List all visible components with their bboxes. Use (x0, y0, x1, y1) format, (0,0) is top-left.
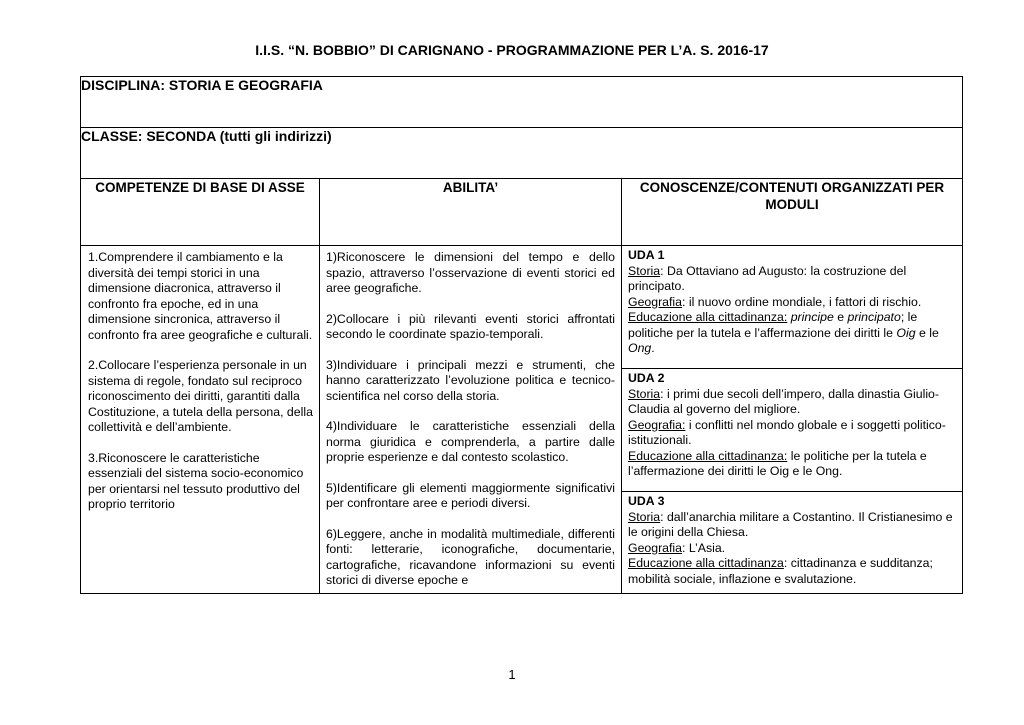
abilita-item: 4)Individuare le caratteristiche essenziali della norma giuridica e comprenderla, a partire dalle proprie esperienze e dal contesto scolastico. (326, 419, 615, 464)
programming-table (80, 76, 963, 594)
educazione-emphasis: principato (847, 310, 901, 324)
educazione-text: e le (915, 325, 939, 340)
educazione-text: e (833, 310, 848, 324)
uda-storia (628, 387, 956, 418)
educazione-label: Educazione alla cittadinanza: (628, 310, 788, 324)
uda-geografia (628, 418, 956, 449)
competenza-item: 1.Comprendere il cambiamento e la diversità dei tempi storici in una dimensione diacronica, attraverso il confronto fra epoche, ed in una dimensione sincronica, attraverso il confronto fra aree geografiche e culturali. (88, 250, 313, 342)
geografia-label: Geografia (628, 540, 683, 555)
educazione-text: : cittadinanza e sudditanza; mobilità sociale, inflazione e svalutazione. (628, 556, 933, 586)
page-number: 1 (508, 667, 516, 682)
competenza-item: 2.Collocare l’esperienza personale in un sistema di regole, fondato sul reciproco riconoscimento dei diritti, garantiti dalla Costituzione, a tutela della persona, della collettività e dell’ambiente. (88, 358, 313, 434)
competenze-cell (81, 246, 320, 594)
abilita-item: 5)Identificare gli elementi maggiormente significativi per confrontare aree e periodi diversi. (326, 480, 615, 510)
abilita-cell (320, 246, 622, 594)
geografia-label: Geografia: (628, 417, 686, 432)
educazione-emphasis: principe (790, 310, 834, 324)
class-title: CLASSE: SECONDA (tutti gli indirizzi) (81, 128, 963, 179)
storia-text: : Da Ottaviano ad Augusto: la costruzione del principato. (628, 263, 907, 293)
educazione-text: . (651, 341, 655, 355)
storia-text: : i primi due secoli dell’impero, dalla dinastia Giulio-Claudia al governo del migliore. (628, 386, 939, 416)
uda-block-1 (622, 246, 962, 368)
storia-label: Storia (628, 386, 661, 401)
educazione-text: ; le politiche per la tutela e l’affermazione dei diritti le (628, 310, 918, 340)
abilita-item: 1)Riconoscere le dimensioni del tempo e dello spazio, attraverso l’osservazione di eventi storici ed aree geografiche. (326, 250, 615, 295)
column-header-abilita: ABILITA’ (320, 179, 622, 246)
geografia-text: i conflitti nel mondo globale e i soggetti politico-istituzionali. (628, 417, 946, 447)
uda-block-2 (622, 368, 962, 491)
column-header-competenze: COMPETENZE DI BASE DI ASSE (81, 179, 320, 246)
discipline-title: DISCIPLINA: STORIA E GEOGRAFIA (81, 77, 963, 128)
uda-geografia (628, 541, 956, 557)
uda-title: UDA 3 (628, 494, 665, 508)
educazione-label: Educazione alla cittadinanza: (628, 448, 788, 463)
educazione-emphasis: Ong (628, 341, 652, 355)
storia-text: : dall’anarchia militare a Costantino. Il Cristianesimo e le origini della Chiesa. (628, 509, 953, 539)
educazione-emphasis: Oig (896, 325, 916, 340)
geografia-text: : L’Asia. (682, 540, 726, 555)
page-header: I.I.S. “N. BOBBIO” DI CARIGNANO - PROGRAMMAZIONE PER L’A. S. 2016-17 (255, 42, 769, 58)
uda-title: UDA 2 (628, 371, 665, 385)
uda-educazione (628, 310, 956, 357)
abilita-item: 3)Individuare i principali mezzi e strumenti, che hanno caratterizzato l’evoluzione politica e tecnico-scientifica nel corso della storia. (326, 357, 615, 403)
uda-storia (628, 510, 956, 541)
uda-storia (628, 264, 956, 295)
abilita-item: 6)Leggere, anche in modalità multimediale, differenti fonti: letterarie, iconografiche, documentarie, cartografiche, ricavandone informazioni su eventi storici di diverse epoche e (326, 526, 615, 587)
geografia-label: Geografia (628, 294, 683, 309)
educazione-text: le politiche per la tutela e l’affermazione dei diritti le Oig e le Ong. (628, 448, 927, 478)
competenza-item: 3.Riconoscere le caratteristiche essenziali del sistema socio-economico per orientarsi nel tessuto produttivo del proprio territorio (88, 450, 304, 511)
uda-title: UDA 1 (628, 248, 665, 262)
conoscenze-cell (622, 246, 963, 594)
educazione-label: Educazione alla cittadinanza (628, 556, 784, 570)
abilita-item: 2)Collocare i più rilevanti eventi storici affrontati secondo le coordinate spazio-temporali. (326, 311, 615, 341)
uda-geografia (628, 295, 956, 311)
geografia-text: : il nuovo ordine mondiale, i fattori di rischio. (682, 294, 922, 309)
storia-label: Storia (628, 263, 661, 278)
uda-educazione (628, 556, 956, 587)
uda-educazione (628, 449, 956, 480)
uda-block-3 (622, 491, 962, 590)
storia-label: Storia (628, 509, 661, 524)
column-header-conoscenze: CONOSCENZE/CONTENUTI ORGANIZZATI PER MODULI (622, 179, 963, 246)
